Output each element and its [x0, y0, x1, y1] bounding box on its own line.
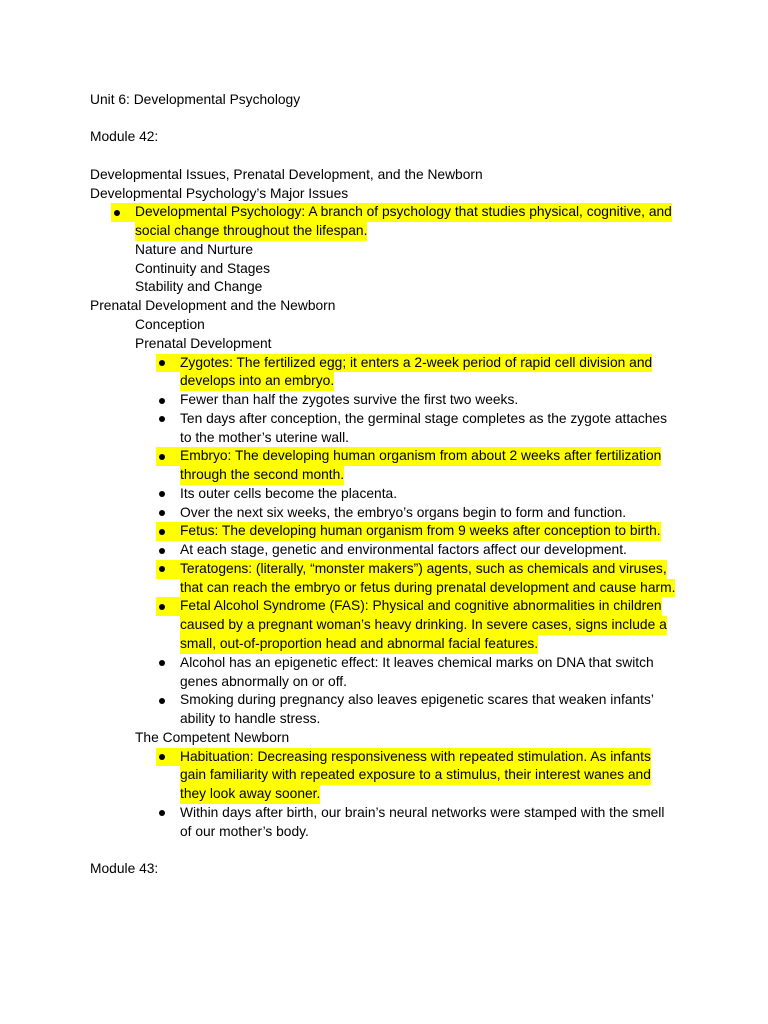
bullet-text: Smoking during pregnancy also leaves epigenetic scares that weaken infants’ — [180, 692, 654, 708]
bullet-line — [0, 673, 768, 692]
bullet-line — [0, 597, 768, 616]
text-segment — [156, 410, 667, 429]
subsection-heading: The Competent Newborn — [135, 729, 290, 745]
topic-item: Conception — [135, 316, 205, 332]
bullet-text: Over the next six weeks, the embryo’s organs begin to form and function. — [180, 504, 627, 520]
text-segment: social change throughout the lifespan. — [135, 222, 367, 241]
bullet-line — [0, 466, 768, 485]
bullet-text: At each stage, genetic and environmental factors affect our development. — [180, 542, 627, 558]
bullet-item — [0, 541, 768, 560]
bullet-icon — [156, 354, 180, 373]
bullet-line — [0, 504, 768, 523]
bullet-icon — [156, 522, 180, 541]
text-segment — [156, 522, 661, 541]
bullet-line — [0, 222, 768, 241]
bullet-icon — [156, 560, 180, 579]
text-segment — [156, 560, 667, 579]
document-page — [0, 91, 768, 879]
bullet-icon — [156, 748, 180, 767]
bullet-item — [0, 691, 768, 729]
text-segment — [156, 748, 651, 767]
blank-line — [0, 147, 768, 166]
bullet-line — [0, 354, 768, 373]
topic-item: Continuity and Stages — [135, 260, 270, 276]
bullet-line — [0, 541, 768, 560]
bullet-line — [0, 785, 768, 804]
bullet-item — [0, 654, 768, 692]
blank-line — [0, 841, 768, 860]
bullet-line — [0, 485, 768, 504]
text-segment — [156, 541, 627, 560]
bullet-text: Teratogens: (literally, “monster makers”) agents, such as chemicals and viruses, — [180, 560, 667, 576]
bullet-line — [0, 203, 768, 222]
subsection-heading: Prenatal Development — [135, 335, 272, 351]
bullet-icon — [156, 485, 180, 504]
bullet-icon — [156, 804, 180, 823]
bullet-line — [0, 766, 768, 785]
bullet-text: Developmental Psychology: A branch of psychology that studies physical, cognitive, and — [135, 204, 672, 220]
text-segment — [156, 485, 397, 504]
text-segment — [156, 654, 654, 673]
text-segment — [156, 804, 664, 823]
text-segment: that can reach the embryo or fetus during prenatal development and cause harm. — [180, 579, 675, 598]
bullet-icon — [156, 541, 180, 560]
bullet-text: Fewer than half the zygotes survive the first two weeks. — [180, 392, 519, 408]
text-segment: through the second month. — [180, 466, 344, 485]
bullet-line — [0, 579, 768, 598]
module-43-heading: Module 43: — [90, 861, 159, 877]
bullet-line — [0, 391, 768, 410]
text-segment: to the mother’s uterine wall. — [180, 429, 349, 445]
bullet-line — [0, 691, 768, 710]
text-segment: of our mother’s body. — [180, 823, 309, 839]
bullet-item — [0, 410, 768, 448]
topic-item: Nature and Nurture — [135, 241, 254, 257]
bullet-icon — [156, 504, 180, 523]
bullet-icon — [111, 203, 135, 222]
prenatal-section-heading: Prenatal Development and the Newborn — [90, 298, 336, 314]
text-segment — [156, 691, 654, 710]
bullet-line — [0, 560, 768, 579]
bullet-item — [0, 391, 768, 410]
text-segment — [111, 203, 672, 222]
bullet-text: Its outer cells become the placenta. — [180, 485, 398, 501]
bullet-line — [0, 748, 768, 767]
bullet-item — [0, 522, 768, 541]
text-segment — [156, 447, 661, 466]
bullet-icon — [156, 410, 180, 429]
bullet-line — [0, 429, 768, 448]
text-segment: caused by a pregnant woman’s heavy drinking. In severe cases, signs include a — [180, 616, 667, 635]
text-segment: small, out-of-proportion head and abnormal facial features. — [180, 635, 538, 654]
bullet-line — [0, 372, 768, 391]
bullet-icon — [156, 597, 180, 616]
bullet-item — [0, 203, 768, 241]
text-segment — [156, 354, 652, 373]
text-segment — [156, 504, 626, 523]
bullet-icon — [156, 654, 180, 673]
bullet-line — [0, 447, 768, 466]
bullet-text: Habituation: Decreasing responsiveness with repeated stimulation. As infants — [180, 748, 651, 764]
bullet-item — [0, 560, 768, 598]
bullet-text: Embryo: The developing human organism from about 2 weeks after fertilization — [180, 448, 662, 464]
bullet-line — [0, 710, 768, 729]
bullet-icon — [156, 691, 180, 710]
bullet-icon — [156, 391, 180, 410]
text-segment: genes abnormally on or off. — [180, 673, 347, 689]
bullet-item — [0, 748, 768, 804]
text-segment: they look away sooner. — [180, 785, 320, 804]
blank-line — [0, 110, 768, 129]
bullet-item — [0, 447, 768, 485]
text-segment: ability to handle stress. — [180, 711, 321, 727]
text-segment — [156, 597, 662, 616]
bullet-text: Zygotes: The fertilized egg; it enters a 2-week period of rapid cell division and — [180, 354, 653, 370]
bullet-text: Within days after birth, our brain’s neural networks were stamped with the smell — [180, 804, 665, 820]
bullet-text: Fetus: The developing human organism from 9 weeks after conception to birth. — [180, 523, 661, 539]
bullet-line — [0, 654, 768, 673]
text-segment: gain familiarity with repeated exposure to a stimulus, their interest wanes and — [180, 766, 651, 785]
bullet-item — [0, 354, 768, 392]
bullet-line — [0, 635, 768, 654]
text-segment: develops into an embryo. — [180, 372, 334, 391]
module-42-heading: Module 42: — [90, 129, 159, 145]
bullet-item — [0, 504, 768, 523]
bullet-text: Fetal Alcohol Syndrome (FAS): Physical and cognitive abnormalities in children — [180, 598, 662, 614]
bullet-line — [0, 410, 768, 429]
bullet-icon — [156, 447, 180, 466]
bullet-item — [0, 485, 768, 504]
bullet-line — [0, 616, 768, 635]
topic-item: Stability and Change — [135, 279, 263, 295]
bullet-text: Ten days after conception, the germinal stage completes as the zygote attaches — [180, 410, 668, 426]
bullet-line — [0, 804, 768, 823]
bullet-line — [0, 522, 768, 541]
major-issues-heading: Developmental Psychology’s Major Issues — [90, 185, 349, 201]
bullet-line — [0, 823, 768, 842]
text-segment — [156, 391, 518, 410]
unit-title: Unit 6: Developmental Psychology — [90, 91, 301, 107]
module-42-title: Developmental Issues, Prenatal Development, and the Newborn — [90, 166, 483, 182]
bullet-item — [0, 804, 768, 842]
bullet-text: Alcohol has an epigenetic effect: It leaves chemical marks on DNA that switch — [180, 654, 654, 670]
bullet-item — [0, 597, 768, 653]
